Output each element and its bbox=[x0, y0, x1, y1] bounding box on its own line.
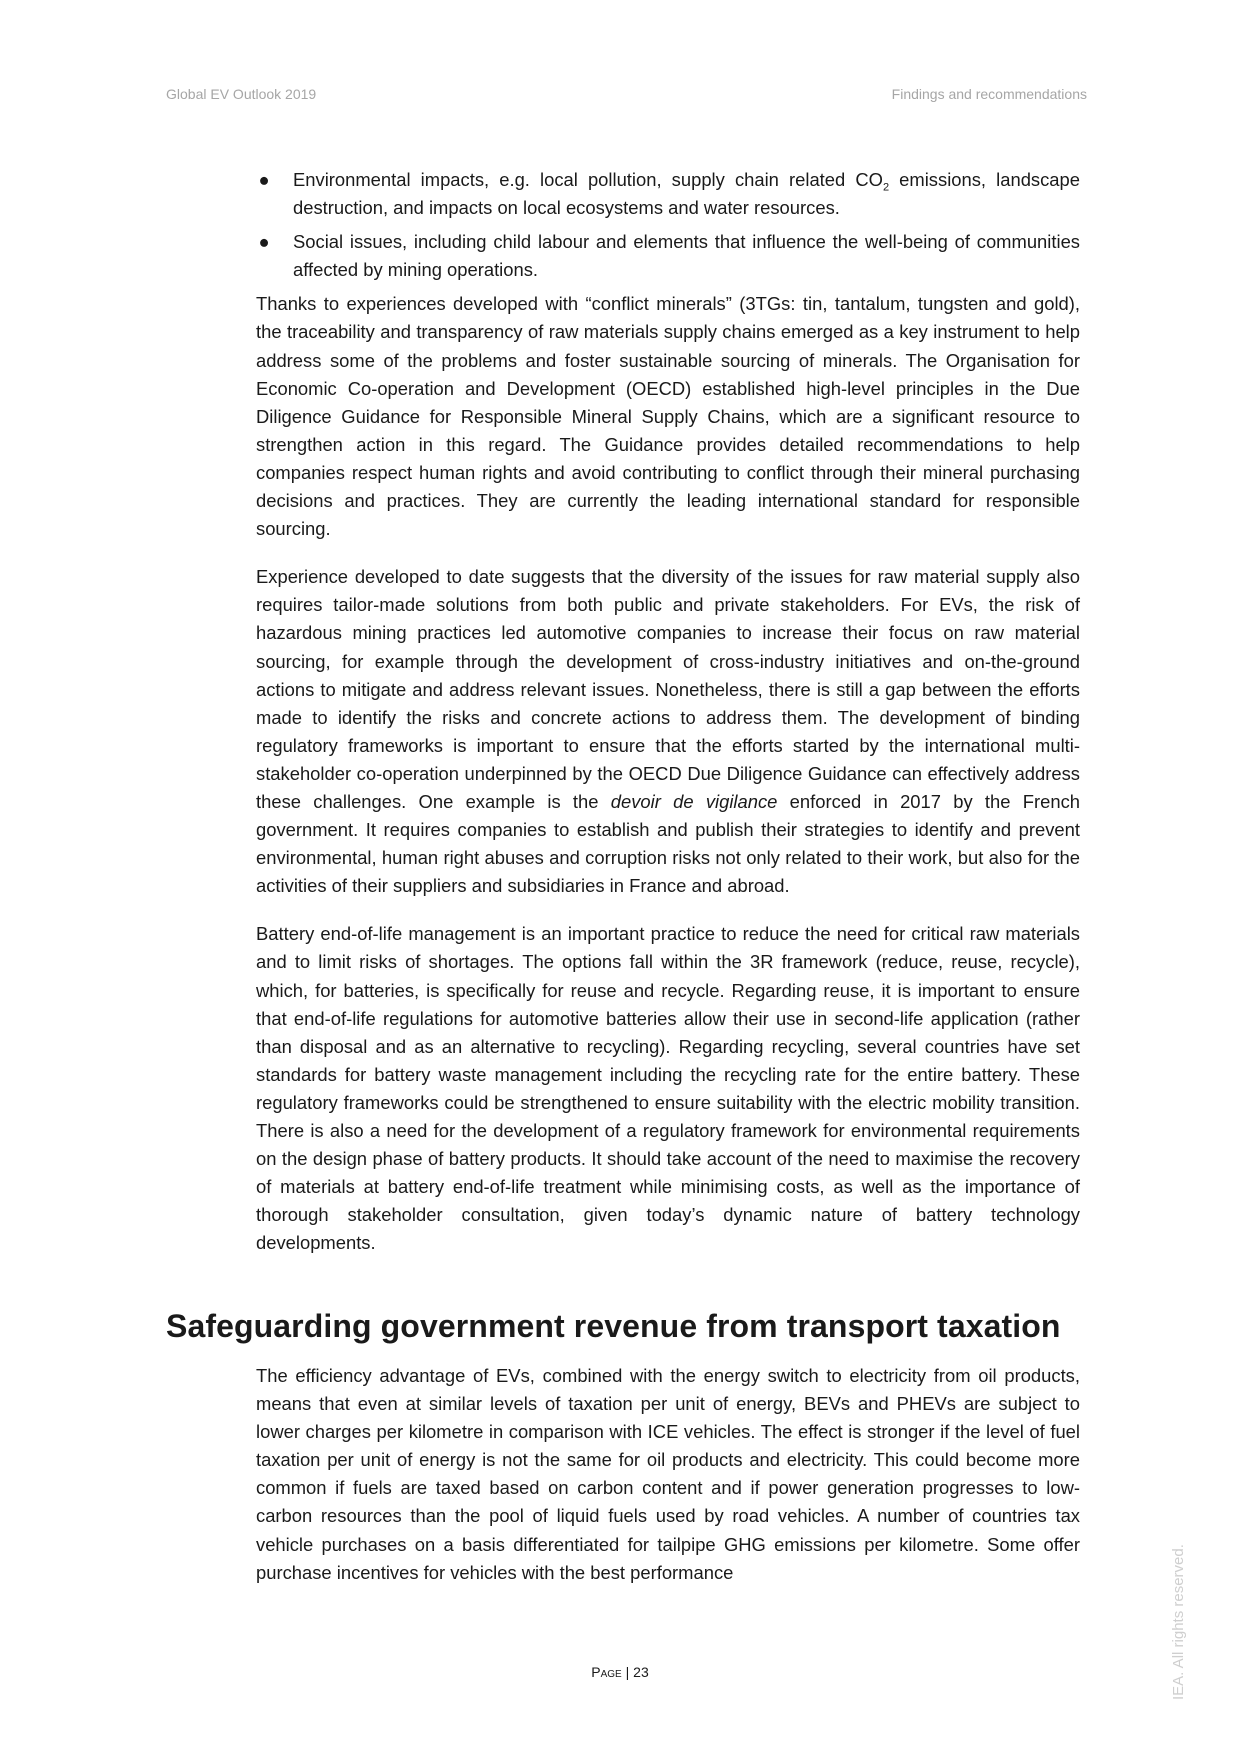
bullet-list bbox=[256, 166, 1080, 284]
running-header-title: Global EV Outlook 2019 bbox=[166, 86, 317, 102]
section-body bbox=[256, 1362, 1080, 1587]
paragraph-oecd-guidance: Thanks to experiences developed with “conflict minerals” (3TGs: tin, tantalum, tungsten and gold), the traceability and transparency of raw materials supply chains emerged as a key instrument to help address some of the problems and foster sustainable sourcing of minerals. The Organisation for Economic Co-operation and Development (OECD) established high-level principles in the Due Diligence Guidance for Responsible Mineral Supply Chains, which are a significant resource to strengthen action in this regard. The Guidance provides detailed recommendations to help companies respect human rights and avoid contributing to conflict through their mineral purchasing decisions and practices. They are currently the leading international standard for responsible sourcing. bbox=[256, 293, 1080, 540]
list-item bbox=[256, 166, 1080, 222]
section-heading: Safeguarding government revenue from transport taxation bbox=[166, 1308, 1061, 1344]
italic-term: devoir de vigilance bbox=[610, 790, 778, 812]
page-label: Page bbox=[591, 1664, 622, 1680]
bullet-icon: ● bbox=[258, 231, 270, 253]
page-number: 23 bbox=[633, 1664, 649, 1680]
paragraph-text-part: enforced in 2017 by the French government. It requires companies to establish and publish their strategies to identify and prevent environmental, human right abuses and corruption risks not only related to their work, but also for the activities of their suppliers and subsidiaries in France and abroad. bbox=[256, 790, 1080, 897]
paragraph-efficiency-advantage: The efficiency advantage of EVs, combined with the energy switch to electricity from oil products, means that even at similar levels of taxation per unit of energy, BEVs and PHEVs are subject to lower charges per kilometre in comparison with ICE vehicles. The effect is stronger if the level of fuel taxation per unit of energy is not the same for oil products and electricity. This could become more common if fuels are taxed based on carbon content and if power generation progresses to low-carbon resources than the pool of liquid fuels used by road vehicles. A number of countries tax vehicle purchases on a basis differentiated for tailpipe GHG emissions per kilometre. Some offer purchase incentives for vehicles with the best performance bbox=[256, 1365, 1080, 1583]
bullet-text: Social issues, including child labour and elements that influence the well-being of communities affected by mining operations. bbox=[293, 231, 1080, 281]
page-footer bbox=[0, 1664, 1240, 1680]
paragraph-battery-end-of-life: Battery end-of-life management is an important practice to reduce the need for critical raw materials and to limit risks of shortages. The options fall within the 3R framework (reduce, reuse, recycle), which, for batteries, is specifically for reuse and recycle. Regarding reuse, it is important to ensure that end-of-life regulations for automotive batteries allow their use in second-life application (rather than disposal and as an alternative to recycling). Regarding recycling, several countries have set standards for battery waste management including the recycling rate for the entire battery. These regulatory frameworks could be strengthened to ensure suitability with the electric mobility transition. There is also a need for the development of a regulatory framework for environmental requirements on the design phase of battery products. It should take account of the need to maximise the recovery of materials at battery end-of-life treatment while minimising costs, as well as the importance of thorough stakeholder consultation, given today’s dynamic nature of battery technology developments. bbox=[256, 923, 1080, 1254]
subscript: 2 bbox=[882, 181, 890, 194]
bullet-text-part: emissions, landscape destruction, and impacts on local ecosystems and water resources. bbox=[293, 169, 1080, 219]
running-header-section: Findings and recommendations bbox=[891, 86, 1087, 102]
rights-watermark: IEA. All rights reserved. bbox=[1170, 1544, 1187, 1700]
page-separator: | bbox=[621, 1664, 634, 1680]
bullet-text-part: Environmental impacts, e.g. local pollution, supply chain related CO bbox=[293, 169, 883, 190]
list-item bbox=[256, 228, 1080, 284]
bullet-icon: ● bbox=[258, 169, 270, 190]
main-body bbox=[256, 166, 1080, 1257]
paragraph-text-part: Experience developed to date suggests that the diversity of the issues for raw material supply also requires tailor-made solutions from both public and private stakeholders. For EVs, the risk of hazardous mining practices led automotive companies to increase their focus on raw material sourcing, for example through the development of cross-industry initiatives and on-the-ground actions to mitigate and address relevant issues. Nonetheless, there is still a gap between the efforts made to identify the risks and concrete actions to address them. The development of binding regulatory frameworks is important to ensure that the efforts started by the international multi-stakeholder co-operation underpinned by the OECD Due Diligence Guidance can effectively address these challenges. One example is the bbox=[256, 566, 1080, 812]
paragraph-tailor-made-solutions bbox=[256, 563, 1080, 900]
